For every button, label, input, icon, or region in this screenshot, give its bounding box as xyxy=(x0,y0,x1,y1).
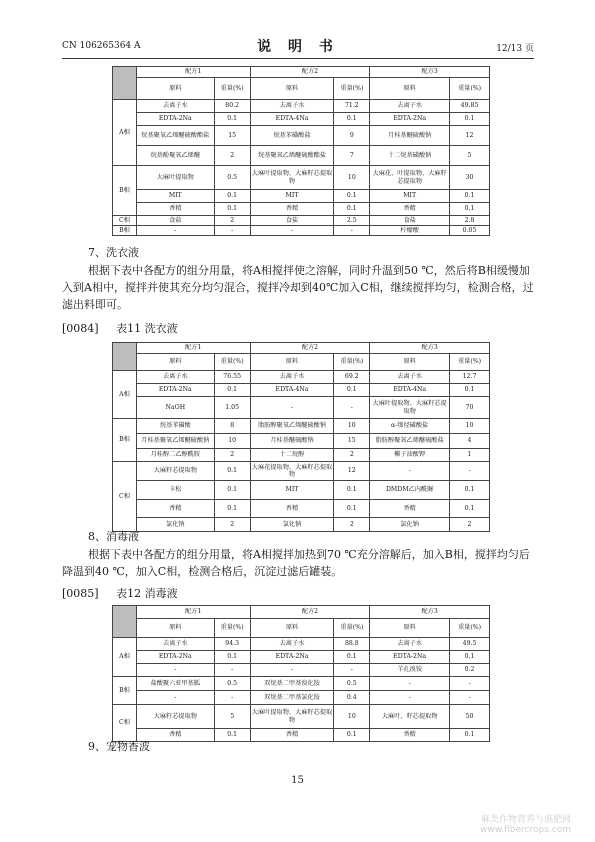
weight-cell: - xyxy=(334,226,370,236)
ingredient-cell: 去离子水 xyxy=(136,638,214,651)
ingredient-cell: 香精 xyxy=(136,203,214,216)
column-header: 原料 xyxy=(370,354,450,371)
ingredient-cell: 香精 xyxy=(250,729,334,742)
ingredient-cell: 脂肪醇聚氧乙烯醚硫酸钠 xyxy=(250,419,334,434)
ingredient-cell: EDTA-2Na xyxy=(250,651,334,664)
weight-cell: 2 xyxy=(214,449,250,462)
ingredient-cell: - xyxy=(136,664,214,677)
ingredient-cell: - xyxy=(136,691,214,705)
ingredient-cell: EDTA-4Na xyxy=(370,384,450,397)
column-header: 重量(%) xyxy=(334,78,370,100)
disinfectant-table xyxy=(112,605,490,742)
table-row xyxy=(113,664,490,677)
ingredient-cell: 月桂基醚硫酸钠 xyxy=(370,126,450,146)
table-row xyxy=(113,384,490,397)
weight-cell: 0.1 xyxy=(334,190,370,203)
watermark-url: www.fibercrops.com xyxy=(480,825,571,835)
table-caption: 表11 洗衣液 xyxy=(116,322,178,335)
paragraph-index: [0084] xyxy=(62,322,99,335)
ingredient-cell: 十二烷醇 xyxy=(250,449,334,462)
ingredient-cell: 卡松 xyxy=(136,481,214,500)
weight-cell: 2 xyxy=(214,216,250,226)
table-row xyxy=(113,100,490,113)
formula-header: 配方3 xyxy=(370,343,490,354)
formula-header: 配方1 xyxy=(136,67,250,78)
ingredient-cell: 香精 xyxy=(370,729,450,742)
ingredient-cell: - xyxy=(370,691,450,705)
table-row xyxy=(113,166,490,190)
weight-cell: 69.2 xyxy=(334,371,370,384)
weight-cell: 0.1 xyxy=(450,729,490,742)
weight-cell: 9 xyxy=(334,126,370,146)
formula-table-previous xyxy=(112,66,490,236)
weight-cell: 0.1 xyxy=(450,113,490,126)
section-title-laundry: 7、洗衣液 xyxy=(88,246,139,259)
table-row xyxy=(113,126,490,146)
table-caption: 表12 消毒液 xyxy=(116,587,178,600)
ingredient-cell: 去离子水 xyxy=(370,100,450,113)
ingredient-cell: 盐酸聚六亚甲基胍 xyxy=(136,677,214,691)
column-header: 原料 xyxy=(250,619,334,638)
column-header: 重量(%) xyxy=(334,619,370,638)
table-row xyxy=(113,397,490,419)
weight-cell: 4 xyxy=(450,434,490,449)
ingredient-cell: 烷基聚氧乙烯醚硫酸酯盐 xyxy=(136,126,214,146)
formula-header-row xyxy=(113,67,490,78)
column-header: 原料 xyxy=(250,78,334,100)
ingredient-cell: 烷基苯磺酸 xyxy=(136,419,214,434)
phase-label: B相 xyxy=(113,677,137,705)
column-header: 原料 xyxy=(136,619,214,638)
formula-header: 配方2 xyxy=(250,343,370,354)
phase-label: B相 xyxy=(113,226,137,236)
ingredient-cell: DMDM乙内酰脲 xyxy=(370,481,450,500)
phase-label: A相 xyxy=(113,371,137,419)
column-header: 重量(%) xyxy=(214,78,250,100)
ingredient-cell: 食盐 xyxy=(136,216,214,226)
weight-cell: 0.1 xyxy=(214,462,250,481)
weight-cell: - xyxy=(214,664,250,677)
weight-cell: 0.1 xyxy=(450,190,490,203)
ingredient-cell: 烷基聚氧乙烯醚硫酸酯盐 xyxy=(250,146,334,166)
ingredient-cell: NaOH xyxy=(136,397,214,419)
formula-header: 配方3 xyxy=(370,67,490,78)
ingredient-cell: 去离子水 xyxy=(370,638,450,651)
ingredient-cell: EDTA-2Na xyxy=(136,384,214,397)
table-row xyxy=(113,371,490,384)
ingredient-cell: α-烯烃磺酸盐 xyxy=(370,419,450,434)
weight-cell: 2 xyxy=(334,449,370,462)
weight-cell: 0.5 xyxy=(334,677,370,691)
corner-cell xyxy=(113,606,137,638)
page-number: 15 xyxy=(291,775,304,786)
weight-cell: 7 xyxy=(334,146,370,166)
section-title-disinfectant: 8、消毒液 xyxy=(88,530,139,543)
weight-cell: 2 xyxy=(214,146,250,166)
weight-cell: 10 xyxy=(334,166,370,190)
table-row xyxy=(113,691,490,705)
weight-cell: 2 xyxy=(214,518,250,532)
ingredient-cell: 十二烷基磺酸钠 xyxy=(370,146,450,166)
ingredient-cell: 大麻叶、籽芯提取物 xyxy=(370,705,450,729)
weight-cell: - xyxy=(450,462,490,481)
weight-cell: 0.1 xyxy=(214,384,250,397)
column-header-row xyxy=(113,619,490,638)
weight-cell: 0.1 xyxy=(334,729,370,742)
column-header: 重量(%) xyxy=(214,619,250,638)
ingredient-cell: 去离子水 xyxy=(250,100,334,113)
table-row xyxy=(113,500,490,518)
table-row xyxy=(113,677,490,691)
ingredient-cell: 去离子水 xyxy=(136,100,214,113)
weight-cell: 50 xyxy=(450,705,490,729)
column-header: 原料 xyxy=(250,354,334,371)
laundry-paragraph: 根据下表中各配方的组分用量，将A相搅拌使之溶解，同时升温到50 ℃，然后将B相缓慢加入到A相中，搅拌并使其充分均匀混合，搅拌冷却到40℃加入C相，继续搅拌均匀，检测合格，过滤出料即可。 xyxy=(62,264,534,311)
ingredient-cell: MIT xyxy=(370,190,450,203)
weight-cell: 0.1 xyxy=(450,481,490,500)
ingredient-cell: MIT xyxy=(250,190,334,203)
weight-cell: 0.5 xyxy=(214,677,250,691)
weight-cell: 2 xyxy=(334,518,370,532)
weight-cell: 8 xyxy=(214,419,250,434)
phase-label: C相 xyxy=(113,216,137,226)
phase-label: A相 xyxy=(113,100,137,166)
weight-cell: 0.1 xyxy=(334,203,370,216)
phase-label: B相 xyxy=(113,166,137,216)
weight-cell: 2.8 xyxy=(450,216,490,226)
ingredient-cell: 双烷基二甲基溴化铵 xyxy=(250,677,334,691)
ingredient-cell: - xyxy=(250,226,334,236)
corner-cell xyxy=(113,67,137,100)
column-header: 原料 xyxy=(136,78,214,100)
ingredient-cell: 大麻籽芯提取物 xyxy=(136,462,214,481)
ingredient-cell: - xyxy=(370,462,450,481)
weight-cell: 5 xyxy=(450,146,490,166)
phase-label: A相 xyxy=(113,638,137,677)
ingredient-cell: 香精 xyxy=(136,500,214,518)
formula-header: 配方2 xyxy=(250,606,370,619)
table-row xyxy=(113,226,490,236)
weight-cell: 10 xyxy=(214,434,250,449)
column-header-row xyxy=(113,78,490,100)
ingredient-cell: EDTA-2Na xyxy=(370,113,450,126)
table-row xyxy=(113,449,490,462)
ingredient-cell: 月桂醇二乙醇酰胺 xyxy=(136,449,214,462)
column-header: 原料 xyxy=(370,78,450,100)
ingredient-cell: 香精 xyxy=(250,203,334,216)
formula-header: 配方2 xyxy=(250,67,370,78)
weight-cell: 80.2 xyxy=(214,100,250,113)
disinfectant-paragraph: 根据下表中各配方的组分用量，将A相搅拌加热到70 ℃充分溶解后，加入B相，搅拌均匀后降温到40 ℃，加入C相，检测合格后，沉淀过滤后罐装。 xyxy=(62,548,530,578)
ingredient-cell: 去离子水 xyxy=(136,371,214,384)
weight-cell: 71.2 xyxy=(334,100,370,113)
ingredient-cell: 柠檬酸 xyxy=(370,226,450,236)
table-row xyxy=(113,113,490,126)
weight-cell: 2 xyxy=(450,518,490,532)
ingredient-cell: 去离子水 xyxy=(370,371,450,384)
column-header: 重量(%) xyxy=(334,354,370,371)
ingredient-cell: 大麻花、叶提取物、大麻籽芯提取物 xyxy=(370,166,450,190)
table11-caption-line xyxy=(62,320,192,336)
ingredient-cell: 氯化钠 xyxy=(250,518,334,532)
column-header: 原料 xyxy=(370,619,450,638)
weight-cell: 70 xyxy=(450,397,490,419)
ingredient-cell: 大麻花提取物、大麻籽芯提取物 xyxy=(250,462,334,481)
ingredient-cell: 大麻叶提取物、大麻籽芯提取物 xyxy=(250,705,334,729)
weight-cell: - xyxy=(214,226,250,236)
ingredient-cell: 香精 xyxy=(250,500,334,518)
ingredient-cell: 烷基苯磺酸盐 xyxy=(250,126,334,146)
ingredient-cell: - xyxy=(250,664,334,677)
weight-cell: - xyxy=(450,677,490,691)
ingredient-cell: 香精 xyxy=(136,729,214,742)
table-row xyxy=(113,190,490,203)
ingredient-cell: EDTA-2Na xyxy=(136,113,214,126)
table-row xyxy=(113,216,490,226)
column-header: 重量(%) xyxy=(214,354,250,371)
paragraph-index: [0085] xyxy=(62,587,99,600)
weight-cell: 0.1 xyxy=(214,500,250,518)
weight-cell: 5 xyxy=(214,705,250,729)
weight-cell: 12.7 xyxy=(450,371,490,384)
weight-cell: 0.1 xyxy=(450,651,490,664)
phase-label: C相 xyxy=(113,705,137,742)
weight-cell: 12 xyxy=(334,462,370,481)
ingredient-cell: 大麻叶提取物、大麻籽芯提取物 xyxy=(250,166,334,190)
ingredient-cell: 脂肪醇聚氧乙烯醚硫酸盐 xyxy=(370,434,450,449)
weight-cell: 0.1 xyxy=(334,651,370,664)
column-header: 原料 xyxy=(136,354,214,371)
formula-header: 配方1 xyxy=(136,343,250,354)
table-row xyxy=(113,146,490,166)
weight-cell: - xyxy=(334,664,370,677)
weight-cell: 0.1 xyxy=(214,203,250,216)
ingredient-cell: - xyxy=(136,226,214,236)
ingredient-cell: 双烷基二甲基氯化铵 xyxy=(250,691,334,705)
weight-cell: 2.5 xyxy=(334,216,370,226)
page-count: 12/13 页 xyxy=(496,44,534,54)
weight-cell: 0.1 xyxy=(214,190,250,203)
weight-cell: 0.05 xyxy=(450,226,490,236)
weight-cell: 0.1 xyxy=(214,729,250,742)
column-header: 重量(%) xyxy=(450,78,490,100)
weight-cell: 0.1 xyxy=(214,113,250,126)
ingredient-cell: 月桂基聚氧乙烯醚硫酸钠 xyxy=(136,434,214,449)
weight-cell: - xyxy=(450,691,490,705)
ingredient-cell: 食盐 xyxy=(370,216,450,226)
ingredient-cell: EDTA-2Na xyxy=(370,651,450,664)
table-row xyxy=(113,729,490,742)
weight-cell: 0.1 xyxy=(214,481,250,500)
corner-cell xyxy=(113,343,137,371)
document-title: 说 明 书 xyxy=(257,39,339,55)
table-row xyxy=(113,638,490,651)
column-header: 重量(%) xyxy=(450,354,490,371)
weight-cell: 0.5 xyxy=(214,166,250,190)
section-title-pet-shampoo: 9、宠物香波 xyxy=(88,740,150,753)
ingredient-cell: 去离子水 xyxy=(250,371,334,384)
ingredient-cell: 香精 xyxy=(370,203,450,216)
weight-cell: 10 xyxy=(450,419,490,434)
formula-header-row xyxy=(113,343,490,354)
ingredient-cell: 椰子油酸钾 xyxy=(370,449,450,462)
phase-label: B相 xyxy=(113,419,137,462)
patent-number: CN 106265364 A xyxy=(62,41,141,51)
ingredient-cell: 氯化钠 xyxy=(370,518,450,532)
weight-cell: 49.5 xyxy=(450,638,490,651)
table12-caption-line xyxy=(62,585,192,601)
weight-cell: 0.1 xyxy=(450,203,490,216)
weight-cell: 88.8 xyxy=(334,638,370,651)
weight-cell: 10 xyxy=(334,705,370,729)
ingredient-cell: 氯化钠 xyxy=(136,518,214,532)
weight-cell: 1.05 xyxy=(214,397,250,419)
weight-cell: 0.1 xyxy=(214,651,250,664)
weight-cell: 15 xyxy=(214,126,250,146)
table-row xyxy=(113,434,490,449)
ingredient-cell: 大麻叶提取物 xyxy=(136,166,214,190)
column-header: 重量(%) xyxy=(450,619,490,638)
ingredient-cell: 大麻叶提取物、大麻籽芯提取物 xyxy=(370,397,450,419)
table-row xyxy=(113,203,490,216)
ingredient-cell: - xyxy=(250,397,334,419)
watermark-text: 麻类作物营养与施肥网 xyxy=(480,815,571,825)
weight-cell: 76.55 xyxy=(214,371,250,384)
ingredient-cell: 大麻籽芯提取物 xyxy=(136,705,214,729)
weight-cell: 0.1 xyxy=(334,384,370,397)
page-header xyxy=(62,36,534,56)
weight-cell: - xyxy=(214,691,250,705)
ingredient-cell: 食盐 xyxy=(250,216,334,226)
ingredient-cell: EDTA-2Na xyxy=(136,651,214,664)
weight-cell: 0.1 xyxy=(334,500,370,518)
weight-cell: - xyxy=(334,397,370,419)
weight-cell: 0.1 xyxy=(334,113,370,126)
column-header-row xyxy=(113,354,490,371)
weight-cell: 10 xyxy=(334,419,370,434)
ingredient-cell: - xyxy=(370,677,450,691)
weight-cell: 15 xyxy=(334,434,370,449)
ingredient-cell: 羊扎溴铵 xyxy=(370,664,450,677)
weight-cell: 30 xyxy=(450,166,490,190)
table-row xyxy=(113,518,490,532)
header-rule xyxy=(62,58,534,59)
weight-cell: 0.1 xyxy=(450,500,490,518)
ingredient-cell: EDTA-4Na xyxy=(250,113,334,126)
weight-cell: 94.3 xyxy=(214,638,250,651)
ingredient-cell: 香精 xyxy=(370,500,450,518)
weight-cell: 0.1 xyxy=(450,384,490,397)
ingredient-cell: 月桂基醚硫酸钠 xyxy=(250,434,334,449)
weight-cell: 1 xyxy=(450,449,490,462)
formula-header: 配方1 xyxy=(136,606,250,619)
weight-cell: 12 xyxy=(450,126,490,146)
table-row xyxy=(113,705,490,729)
table-row xyxy=(113,651,490,664)
weight-cell: 0.2 xyxy=(450,664,490,677)
weight-cell: 0.1 xyxy=(334,481,370,500)
formula-header-row xyxy=(113,606,490,619)
laundry-detergent-table xyxy=(112,342,490,532)
table-row xyxy=(113,481,490,500)
ingredient-cell: 去离子水 xyxy=(250,638,334,651)
ingredient-cell: MIT xyxy=(250,481,334,500)
table-row xyxy=(113,419,490,434)
weight-cell: 0.4 xyxy=(334,691,370,705)
formula-header: 配方3 xyxy=(370,606,490,619)
ingredient-cell: EDTA-4Na xyxy=(250,384,334,397)
ingredient-cell: 烷基酚聚氧乙烯醚 xyxy=(136,146,214,166)
table-row xyxy=(113,462,490,481)
phase-label: C相 xyxy=(113,462,137,532)
ingredient-cell: MIT xyxy=(136,190,214,203)
weight-cell: 49.85 xyxy=(450,100,490,113)
